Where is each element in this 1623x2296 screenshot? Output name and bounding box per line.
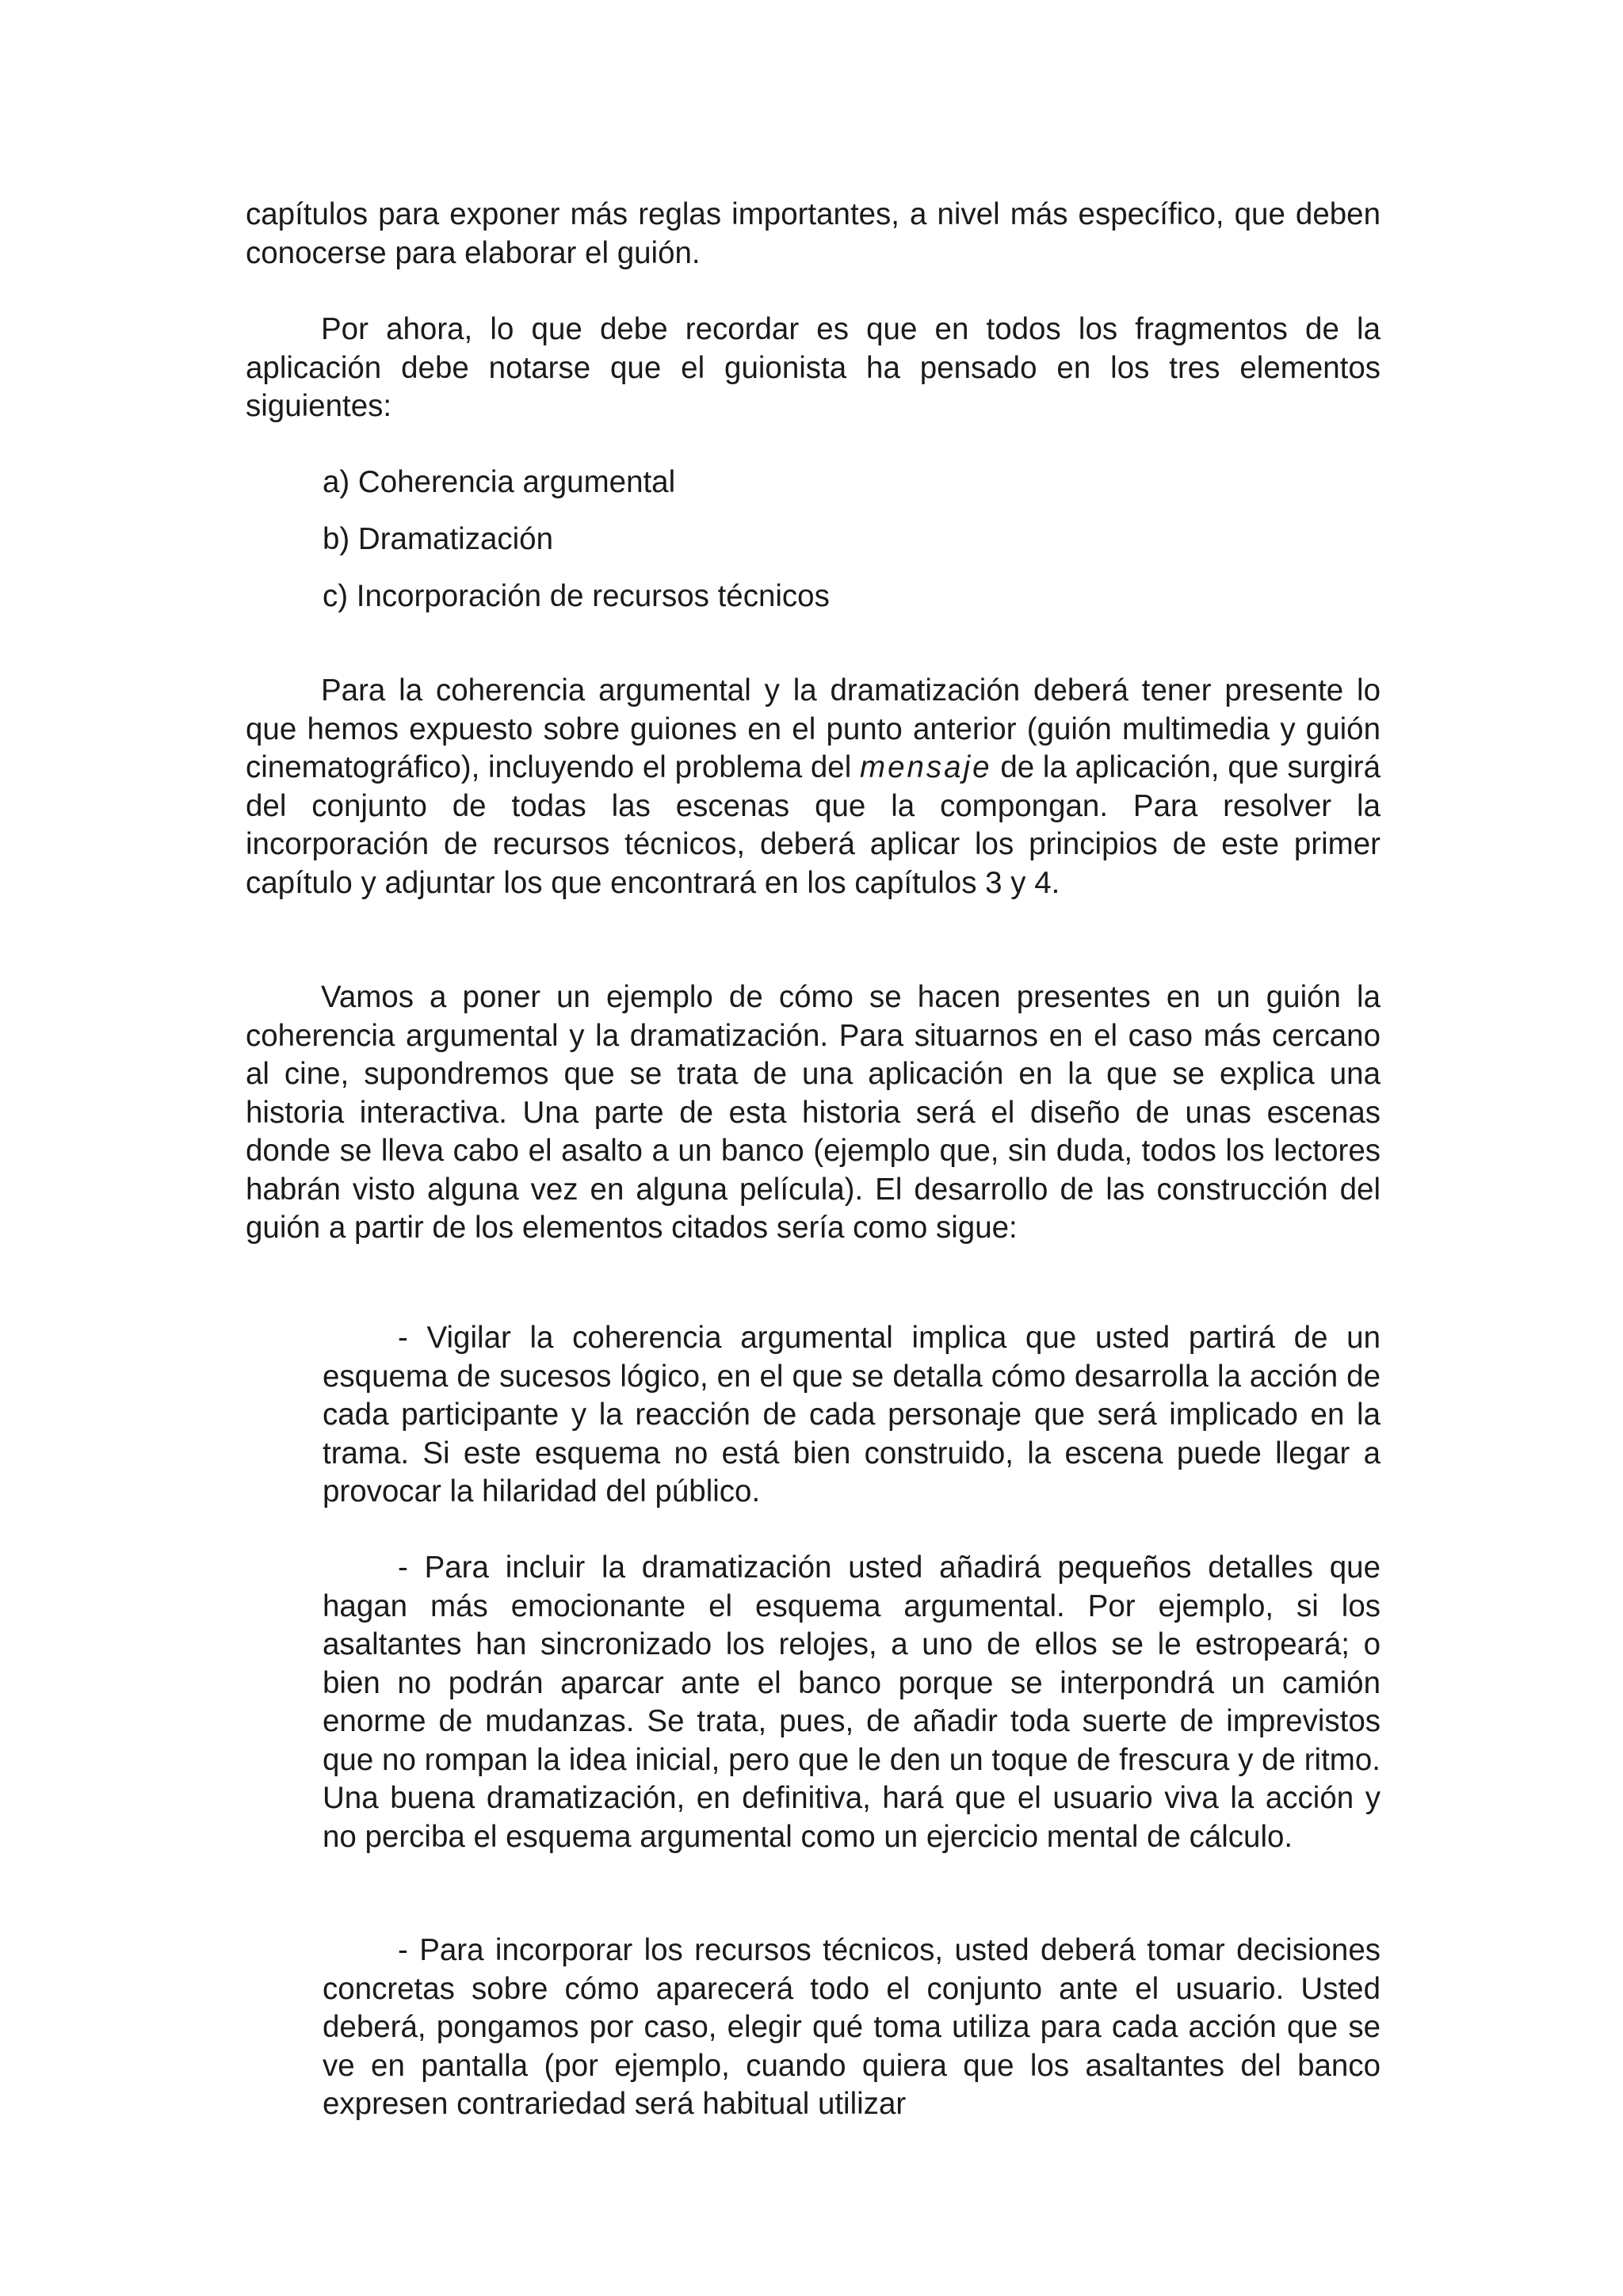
- paragraph-continuation: capítulos para exponer más reglas importantes, a nivel más específico, que deben conocerse para elaborar el guión.: [246, 197, 1381, 270]
- paragraph-text-before: Para la coherencia argumental y la dramatización deberá tener presente lo que hemos expuesto sobre guiones en el punto anterior (guión multimedia y guión cinematográfico), incluyendo el problema del: [246, 673, 1381, 784]
- list-item-coherencia: a) Coherencia argumental: [323, 465, 676, 499]
- bullet-dramatizacion: - Para incluir la dramatización usted añadirá pequeños detalles que hagan más emocionante el esquema argumental. Por ejemplo, si los asaltantes han sincronizado los relojes, a uno de ellos se le estropeará; o bien no podrán aparcar ante el banco porque se interpondrá un camión enorme de mudanzas. Se trata, pues, de añadir toda suerte de imprevistos que no rompan la idea inicial, pero que le den un toque de frescura y de ritmo. Una buena dramatización, en definitiva, hará que el usuario viva la acción y no perciba el esquema argumental como un ejercicio mental de cálculo.: [323, 1550, 1381, 1854]
- bullet-coherencia-argumental: - Vigilar la coherencia argumental implica que usted partirá de un esquema de sucesos lógico, en el que se detalla cómo desarrolla la acción de cada participante y la reacción de cada personaje que será implicado en la trama. Si este esquema no está bien construido, la escena puede llegar a provocar la hilaridad del público.: [323, 1321, 1381, 1508]
- emphasized-word-mensaje: mensaje: [860, 750, 992, 784]
- paragraph-text-after: de la aplicación, que surgirá del conjunto de todas las escenas que la compongan. Para resolver la incorporación de recursos técnicos, deberá aplicar los principios de este primer capítulo y adjuntar los que encontrará en los capítulos 3 y 4.: [246, 750, 1381, 900]
- list-item-dramatizacion: b) Dramatización: [323, 522, 553, 556]
- paragraph-ejemplo: Vamos a poner un ejemplo de cómo se hacen presentes en un guión la coherencia argumental y la dramatización. Para situarnos en el caso más cercano al cine, supondremos que se trata de una aplicación en la que se explica una historia interactiva. Una parte de esta historia será el diseño de unas escenas donde se lleva cabo el asalto a un banco (ejemplo que, sin duda, todos los lectores habrán visto alguna vez en alguna película). El desarrollo de las construcción del guión a partir de los elementos citados sería como sigue:: [246, 980, 1381, 1245]
- bullet-recursos-tecnicos: - Para incorporar los recursos técnicos, usted deberá tomar decisiones concretas sobre cómo aparecerá todo el conjunto ante el usuario. Usted deberá, pongamos por caso, elegir qué toma utiliza para cada acción que se ve en pantalla (por ejemplo, cuando quiera que los asaltantes del banco expresen contrariedad será habitual utilizar: [323, 1933, 1381, 2121]
- list-item-recursos: c) Incorporación de recursos técnicos: [323, 579, 830, 613]
- paragraph-elements-intro: Por ahora, lo que debe recordar es que en todos los fragmentos de la aplicación debe notarse que el guionista ha pensado en los tres elementos siguientes:: [246, 312, 1381, 423]
- paragraph-coherencia-dramatizacion: [246, 672, 1381, 902]
